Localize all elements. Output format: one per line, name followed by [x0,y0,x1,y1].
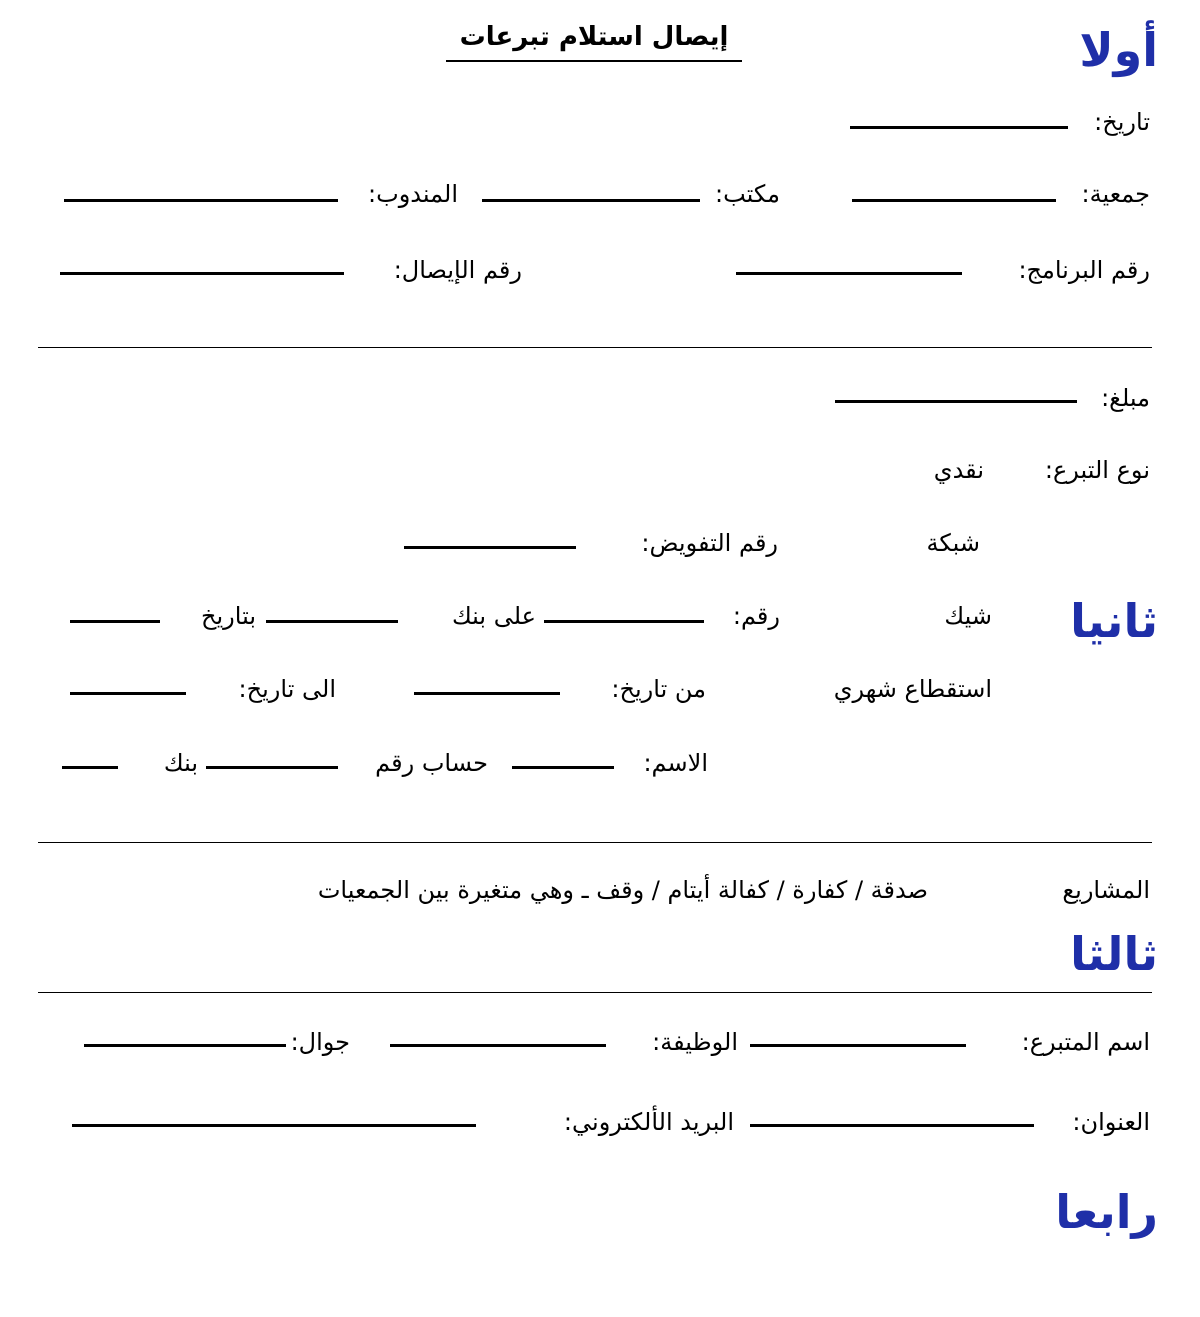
donor-name-field[interactable] [750,1044,966,1047]
bank-label: بنك [163,749,198,777]
date-label: تاريخ: [1094,108,1150,136]
section-first-heading: أولا [1079,23,1158,77]
office-label: مكتب: [714,180,780,208]
amount-label: مبلغ: [1101,384,1150,412]
name-field[interactable] [512,766,614,769]
cheque-option[interactable]: شيك [944,602,992,630]
donation-type-label: نوع التبرع: [1044,456,1150,484]
to-date-label: الى تاريخ: [238,675,336,703]
divider-1 [38,347,1152,348]
section-fourth-heading: رابعا [1055,1185,1158,1239]
society-label: جمعية: [1081,180,1150,208]
from-date-label: من تاريخ: [611,675,706,703]
divider-2 [38,842,1152,843]
program-number-label: رقم البرنامج: [1018,256,1150,284]
cash-option[interactable]: نقدي [933,456,984,484]
account-number-label: حساب رقم [375,749,488,777]
account-number-field[interactable] [206,766,338,769]
cheque-date-label: بتاريخ [201,602,256,630]
delegate-label: المندوب: [368,180,458,208]
from-date-field[interactable] [414,692,560,695]
divider-3 [38,992,1152,993]
mobile-field[interactable] [84,1044,286,1047]
authorization-number-label: رقم التفويض: [641,529,778,557]
office-field[interactable] [482,199,700,202]
network-option[interactable]: شبكة [926,529,980,557]
program-number-field[interactable] [736,272,962,275]
receipt-number-field[interactable] [60,272,344,275]
cheque-number-field[interactable] [544,620,704,623]
email-field[interactable] [72,1124,476,1127]
job-label: الوظيفة: [652,1028,738,1056]
projects-label: المشاريع [1062,876,1150,904]
address-field[interactable] [750,1124,1034,1127]
projects-list: صدقة / كفارة / كفالة أيتام / وقف ـ وهي متغيرة بين الجمعيات [317,876,928,904]
society-field[interactable] [852,199,1056,202]
mobile-label: جوال: [290,1028,350,1056]
bank-name-field[interactable] [266,620,398,623]
amount-field[interactable] [835,400,1077,403]
monthly-deduction-option[interactable]: استقطاع شهري [833,675,992,703]
receipt-title: إيصال استلام تبرعات [446,18,742,62]
cheque-date-field[interactable] [70,620,160,623]
delegate-field[interactable] [64,199,338,202]
address-label: العنوان: [1072,1108,1150,1136]
authorization-number-field[interactable] [404,546,576,549]
on-bank-label: على بنك [451,602,536,630]
donor-name-label: اسم المتبرع: [1021,1028,1150,1056]
section-second-heading: ثانيا [1070,594,1158,648]
cheque-number-label: رقم: [732,602,780,630]
email-label: البريد الألكتروني: [563,1108,734,1136]
date-field[interactable] [850,126,1068,129]
name-label: الاسم: [643,749,708,777]
section-third-heading: ثالثا [1070,927,1158,981]
bank-field[interactable] [62,766,118,769]
job-field[interactable] [390,1044,606,1047]
receipt-number-label: رقم الإيصال: [393,256,522,284]
to-date-field[interactable] [70,692,186,695]
